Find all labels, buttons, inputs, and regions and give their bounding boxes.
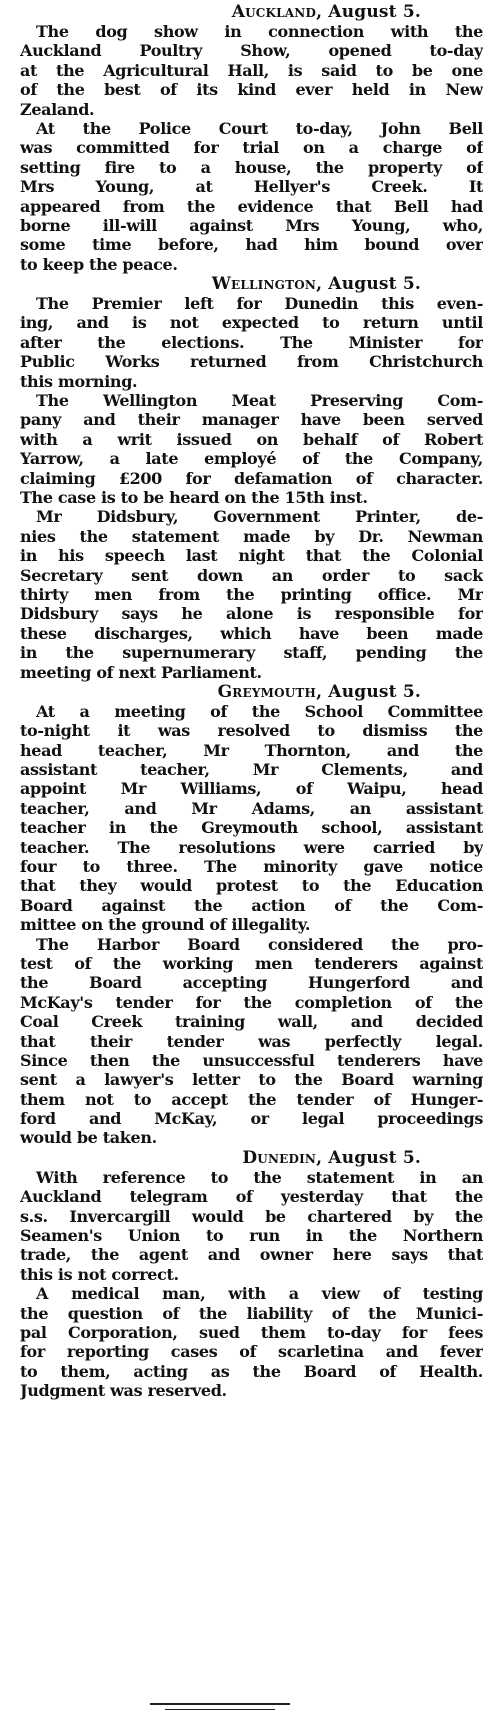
text-line: with a writ issued on behalf of Robert (20, 429, 483, 449)
dateline-date: , August 5. (316, 1147, 421, 1168)
text-line: ford and McKay, or legal proceedings (20, 1109, 483, 1129)
text-line: claiming £200 for defamation of character. (20, 468, 483, 488)
text-line: of the best of its kind ever held in New (20, 80, 483, 100)
dateline-date: , August 5. (316, 681, 421, 702)
dateline-city: Dunedin (242, 1147, 317, 1168)
article-paragraph (20, 294, 483, 391)
article-paragraph (20, 391, 483, 507)
text-line: teacher, and Mr Adams, an assistant (20, 798, 483, 818)
text-line: sent a lawyer's letter to the Board warning (20, 1070, 483, 1090)
dateline (20, 274, 483, 294)
end-rule-thin (165, 1709, 275, 1710)
text-line: pany and their manager have been served (20, 410, 483, 430)
text-line: Seamen's Union to run in the Northern (20, 1226, 483, 1246)
text-line: teacher. The resolutions were carried by (20, 837, 483, 857)
text-line: Coal Creek training wall, and decided (20, 1012, 483, 1032)
text-line: test of the working men tenderers against (20, 953, 483, 973)
article-paragraph (20, 507, 483, 682)
text-line: four to three. The minority gave notice (20, 857, 483, 877)
text-line: appoint Mr Williams, of Waipu, head (20, 779, 483, 799)
text-line: Auckland telegram of yesterday that the (20, 1187, 483, 1207)
dateline-date: , August 5. (316, 274, 421, 295)
text-line: The Wellington Meat Preserving Com- (36, 391, 483, 411)
text-line: Yarrow, a late employé of the Company, (20, 449, 483, 469)
text-line: Mr Didsbury, Government Printer, de- (36, 507, 483, 527)
text-line: setting fire to a house, the property of (20, 157, 483, 177)
text-line: that their tender was perfectly legal. (20, 1031, 483, 1051)
text-line: this morning. (20, 371, 138, 391)
text-line: The dog show in connection with the (36, 22, 483, 41)
text-line: McKay's tender for the completion of the (20, 992, 483, 1012)
text-line: to them, acting as the Board of Health. (20, 1361, 483, 1381)
text-line: at the Agricultural Hall, is said to be one (20, 60, 483, 80)
text-line: Auckland Poultry Show, opened to-day (20, 41, 483, 61)
text-line: Didsbury says he alone is responsible for (20, 604, 483, 624)
dateline (20, 682, 483, 702)
text-line: assistant teacher, Mr Clements, and (20, 760, 483, 780)
text-line: these discharges, which have been made (20, 623, 483, 643)
news-column (20, 2, 483, 1401)
text-line: head teacher, Mr Thornton, and the (20, 740, 483, 760)
text-line: this is not correct. (20, 1264, 179, 1284)
dateline-city: Greymouth (217, 681, 317, 702)
text-line: them not to accept the tender of Hunger- (20, 1089, 483, 1109)
text-line: mittee on the ground of illegality. (20, 915, 311, 935)
text-line: thirty men from the printing office. Mr (20, 584, 483, 604)
text-line: some time before, had him bound over (20, 235, 483, 255)
end-rule (150, 1703, 290, 1714)
text-line: Since then the unsuccessful tenderers have (20, 1050, 483, 1070)
text-line: Secretary sent down an order to sack (20, 565, 483, 585)
text-line: ing, and is not expected to return until (20, 313, 483, 333)
article-paragraph (20, 119, 483, 274)
text-line: Mrs Young, at Hellyer's Creek. It (20, 177, 483, 197)
text-line: borne ill-will against Mrs Young, who, (20, 215, 483, 235)
text-line: to keep the peace. (20, 254, 178, 274)
text-line: With reference to the statement in an (36, 1167, 483, 1187)
text-line: At a meeting of the School Committee (36, 701, 483, 721)
text-line: the Board accepting Hungerford and (20, 973, 483, 993)
text-line: was committed for trial on a charge of (20, 138, 483, 158)
text-line: s.s. Invercargill would be chartered by the (20, 1206, 483, 1226)
article-paragraph (20, 22, 483, 119)
dateline (20, 1148, 483, 1168)
text-line: teacher in the Greymouth school, assistant (20, 818, 483, 838)
text-line: would be taken. (20, 1128, 157, 1148)
dateline-date: , August 5. (316, 2, 421, 22)
dateline-city: Wellington (211, 274, 317, 295)
article-paragraph (20, 1284, 483, 1400)
text-line: to-night it was resolved to dismiss the (20, 721, 483, 741)
text-line: The case is to be heard on the 15th inst. (20, 487, 368, 507)
text-line: that they would protest to the Education (20, 876, 483, 896)
text-line: trade, the agent and owner here says that (20, 1245, 483, 1265)
text-line: for reporting cases of scarletina and fever (20, 1342, 483, 1362)
text-line: in the supernumerary staff, pending the (20, 643, 483, 663)
text-line: Board against the action of the Com- (20, 895, 483, 915)
page-left-edge (0, 0, 6, 1731)
text-line: in his speech last night that the Colonial (20, 546, 483, 566)
text-line: after the elections. The Minister for (20, 332, 483, 352)
text-line: nies the statement made by Dr. Newman (20, 526, 483, 546)
dateline (20, 2, 483, 22)
article-paragraph (20, 702, 483, 935)
text-line: appeared from the evidence that Bell had (20, 196, 483, 216)
text-line: meeting of next Parliament. (20, 662, 262, 682)
article-paragraph (20, 1168, 483, 1284)
text-line: At the Police Court to-day, John Bell (36, 118, 483, 138)
text-line: The Premier left for Dunedin this even- (36, 294, 483, 314)
text-line: A medical man, with a view of testing (36, 1284, 483, 1304)
text-line: Public Works returned from Christchurch (20, 352, 483, 372)
dateline-city: Auckland (231, 2, 317, 22)
text-line: Judgment was reserved. (20, 1381, 227, 1401)
text-line: Zealand. (20, 99, 95, 119)
text-line: The Harbor Board considered the pro- (36, 934, 483, 954)
text-line: pal Corporation, sued them to-day for fees (20, 1323, 483, 1342)
end-rule-thick (150, 1703, 290, 1705)
text-line: the question of the liability of the Munici- (20, 1303, 483, 1323)
article-paragraph (20, 935, 483, 1148)
